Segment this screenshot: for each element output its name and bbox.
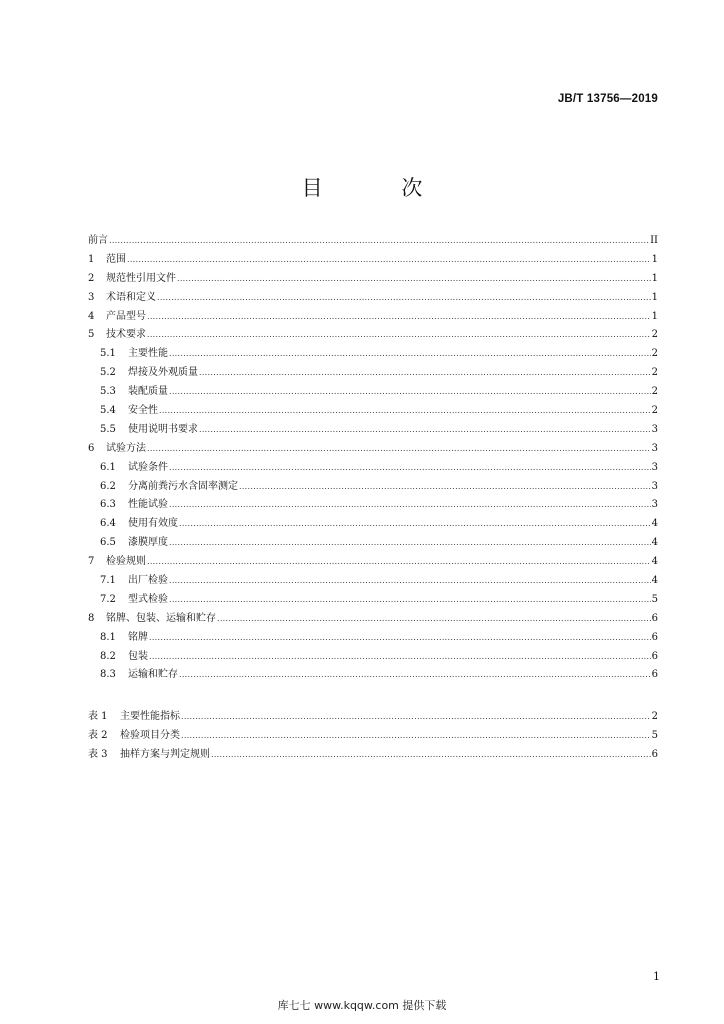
dot-leader [147,308,651,327]
dot-leader [217,610,651,629]
toc-entry[interactable] [88,459,658,478]
toc-entry-page: 2 [651,405,658,417]
toc-entry-label: 术语和定义 [106,291,156,303]
toc-entry-number: 2 [88,272,95,284]
toc-entry-label: 前言 [88,235,108,246]
toc-entry[interactable] [88,648,658,667]
toc-entry-page: 6 [651,631,658,643]
toc-entry-label: 主要性能 [128,348,168,360]
dot-leader [177,270,651,289]
table-entry[interactable] [88,746,658,765]
dot-leader [159,402,651,421]
toc-entry[interactable] [88,440,658,459]
toc-entry-label: 范围 [106,253,126,265]
toc-entry-page: 3 [651,499,658,511]
toc-entry[interactable] [88,402,658,421]
table-entry-label: 检验项目分类 [120,729,180,741]
table-entry-page: 5 [651,729,658,741]
toc-list [88,232,658,685]
toc-entry-page: 4 [651,537,658,549]
dot-leader [127,251,651,270]
toc-entry[interactable] [88,515,658,534]
toc-entry[interactable] [88,289,658,308]
toc-entry-label: 产品型号 [106,310,146,322]
toc-entry-number: 7.1 [100,575,116,587]
dot-leader [199,421,651,440]
toc-entry-number: 7.2 [100,593,116,605]
toc-entry-page: 3 [651,461,658,473]
dot-leader [109,232,649,251]
toc-entry-page: 4 [651,556,658,568]
dot-leader [169,572,651,591]
toc-entry[interactable] [88,345,658,364]
toc-entry-label: 分离前粪污水含固率测定 [128,480,238,492]
toc-entry-page: 3 [651,442,658,454]
toc-entry[interactable] [88,666,658,685]
toc-entry-number: 8.1 [100,631,116,643]
toc-entry-page: 6 [651,650,658,662]
toc-entry-label: 检验规则 [106,556,146,568]
table-entry-number: 表 3 [88,748,108,760]
toc-entry[interactable] [88,572,658,591]
toc-entry-label: 装配质量 [128,386,168,398]
toc-entry[interactable] [88,610,658,629]
toc-entry-number: 6.4 [100,518,116,530]
toc-entry-label: 试验方法 [106,442,146,454]
toc-entry-number: 5.5 [100,423,116,435]
toc-entry-number: 8 [88,612,95,624]
toc-entry-page: 6 [651,612,658,624]
toc-entry[interactable] [88,364,658,383]
table-entry-label: 主要性能指标 [120,711,180,722]
toc-entry[interactable] [88,478,658,497]
table-entry-number: 表 2 [88,729,108,741]
toc-entry-label: 安全性 [128,405,158,417]
toc-entry-page: 2 [651,367,658,379]
dot-leader [147,553,651,572]
toc-entry-label: 铭牌、包装、运输和贮存 [106,612,216,624]
dot-leader [157,289,651,308]
toc-entry-label: 运输和贮存 [128,669,178,681]
dot-leader [147,440,651,459]
toc-entry-number: 6.2 [100,480,116,492]
toc-entry-label: 使用说明书要求 [128,423,198,435]
toc-entry-label: 规范性引用文件 [106,272,176,284]
toc-entry-label: 漆膜厚度 [128,537,168,549]
toc-entry-number: 6.1 [100,461,116,473]
toc-entry-label: 使用有效度 [128,518,178,530]
toc-entry-number: 1 [88,253,95,265]
standard-code: JB/T 13756—2019 [557,93,658,105]
toc-entry-label: 技术要求 [106,329,146,341]
toc-entry-number: 5 [88,329,95,341]
toc-entry[interactable] [88,496,658,515]
toc-entry[interactable] [88,308,658,327]
toc-entry-page: 2 [651,348,658,360]
toc-entry-page: 5 [651,593,658,605]
dot-leader [169,383,651,402]
toc-entry-number: 7 [88,556,95,568]
toc-entry[interactable] [88,326,658,345]
dot-leader [179,515,651,534]
toc-entry-page: 2 [651,386,658,398]
toc-entry-page: 1 [651,291,658,303]
dot-leader [149,648,651,667]
dot-leader [169,459,651,478]
toc-entry-number: 4 [88,310,95,322]
dot-leader [169,591,651,610]
toc-entry-number: 5.1 [100,348,116,360]
dot-leader [239,478,651,497]
dot-leader [181,708,651,727]
toc-entry-number: 8.3 [100,669,116,681]
toc-entry-label: 性能试验 [128,499,168,511]
dot-leader [169,345,651,364]
toc-entry-page: 1 [651,272,658,284]
toc-entry-label: 铭牌 [128,631,148,643]
toc-entry-number: 5.4 [100,405,116,417]
toc-entry[interactable] [88,534,658,553]
dot-leader [179,666,651,685]
toc-entry-label: 型式检验 [128,593,168,605]
toc-entry[interactable] [88,251,658,270]
toc-entry-page: 2 [651,329,658,341]
page-title: 目 次 [301,176,459,200]
dot-leader [181,727,651,746]
toc-entry-page: 4 [651,518,658,530]
dot-leader [169,496,651,515]
toc-entry-label: 出厂检验 [128,575,168,587]
toc-entry-number: 5.3 [100,386,116,398]
toc-entry-number: 6.5 [100,537,116,549]
toc-entry[interactable] [88,591,658,610]
dot-leader [211,746,651,765]
toc-entry-number: 5.2 [100,367,116,379]
dot-leader [169,534,651,553]
toc-entry-page: 6 [651,669,658,681]
page-number: 1 [653,970,660,983]
table-entry-page: 6 [651,748,658,760]
toc-entry[interactable] [88,270,658,289]
toc-entry-page: 1 [651,253,658,265]
table-entry-page: 2 [651,711,658,722]
toc-entry-page: 3 [651,480,658,492]
toc-entry-number: 6 [88,442,95,454]
table-entry-label: 抽样方案与判定规则 [120,748,210,760]
toc-entry-label: 焊接及外观质量 [128,367,198,379]
toc-entry-number: 3 [88,291,95,303]
table-entry[interactable] [88,708,658,727]
toc-entry[interactable] [88,421,658,440]
dot-leader [149,629,651,648]
toc-entry-label: 试验条件 [128,461,168,473]
toc-entry[interactable] [88,629,658,648]
toc-entry-page: 4 [651,575,658,587]
table-entry[interactable] [88,727,658,746]
download-footer: 库七七 www.kqqw.com 提供下载 [277,999,447,1012]
toc-entry-page: II [650,235,658,246]
toc-entry[interactable] [88,232,658,251]
toc-entry-label: 包装 [128,650,148,662]
toc-entry[interactable] [88,383,658,402]
toc-entry-page: 3 [651,423,658,435]
dot-leader [199,364,651,383]
toc-entry-page: 1 [651,310,658,322]
toc-entry[interactable] [88,553,658,572]
toc-entry-number: 8.2 [100,650,116,662]
table-list [88,708,658,765]
table-entry-number: 表 1 [88,711,108,722]
toc-entry-number: 6.3 [100,499,116,511]
dot-leader [147,326,651,345]
